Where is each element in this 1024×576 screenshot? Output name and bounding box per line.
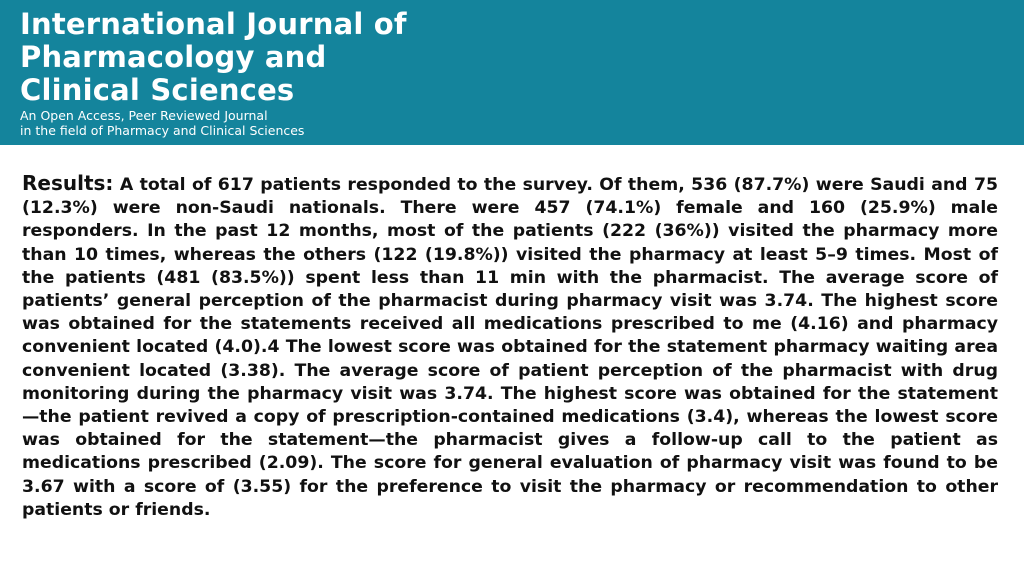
journal-subtitle bbox=[20, 108, 304, 138]
journal-title-line-2: Pharmacology and bbox=[20, 40, 327, 74]
journal-title-line-3: Clinical Sciences bbox=[20, 73, 295, 107]
results-paragraph bbox=[22, 172, 998, 522]
journal-subtitle-line-1: An Open Access, Peer Reviewed Journal bbox=[20, 108, 268, 123]
journal-title bbox=[20, 8, 407, 107]
results-label: Results: bbox=[22, 171, 114, 195]
journal-subtitle-line-2: in the field of Pharmacy and Clinical Sciences bbox=[20, 123, 305, 138]
journal-title-line-1: International Journal of bbox=[20, 7, 407, 41]
journal-header-banner bbox=[0, 0, 1024, 145]
results-text: A total of 617 patients responded to the survey. Of them, 536 (87.7%) were Saudi and 75 (12.3%) were non-Saudi nationals. There were 457 (74.1%) female and 160 (25.9%) male responders. In the past 12 months, most of the patients (222 (36%)) visited the pharmacy more than 10 times, whereas the others (122 (19.8%)) visited the pharmacy at least 5–9 times. Most of the patients (481 (83.5%)) spent less than 11 min with the pharmacist. The average score of patients’ general perception of the pharmacist during pharmacy visit was 3.74. The highest score was obtained for the statements received all medications prescribed to me (4.16) and pharmacy convenient located (4.0).4 The lowest score was obtained for the statement pharmacy waiting area convenient located (3.38). The average score of patient perception of the pharmacist with drug monitoring during the pharmacy visit was 3.74. The highest score was obtained for the statement—the patient revived a copy of prescription-contained medications (3.4), whereas the lowest score was obtained for the statement—the pharmacist gives a follow-up call to the patient as medications prescribed (2.09). The score for general evaluation of pharmacy visit was found to be 3.67 with a score of (3.55) for the preference to visit the pharmacy or recommendation to other patients or friends. bbox=[22, 175, 998, 520]
